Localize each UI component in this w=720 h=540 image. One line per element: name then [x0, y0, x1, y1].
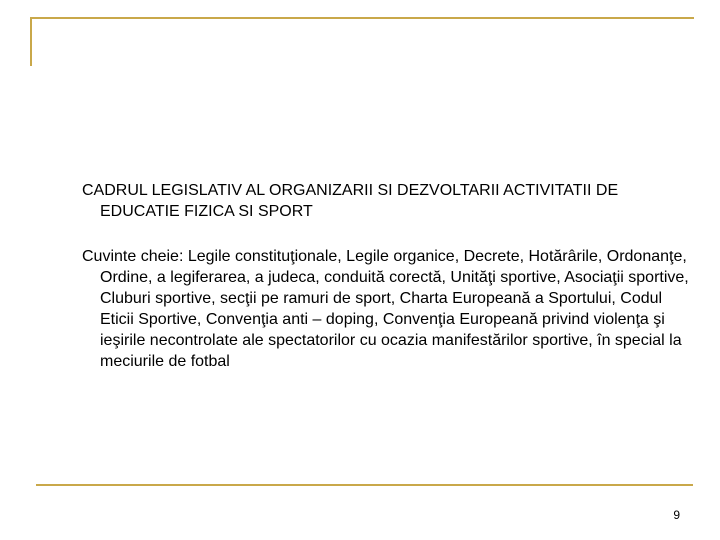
- keywords-label: Cuvinte cheie:: [82, 248, 184, 265]
- slide-title: CADRUL LEGISLATIV AL ORGANIZARII SI DEZVOLTARII ACTIVITATII DE EDUCATIE FIZICA SI SPORT: [82, 182, 619, 220]
- keywords-text: Legile constituţionale, Legile organice, Decrete, Hotărârile, Ordonanţe, Ordine, a legiferarea, a judeca, conduită corectă, Unităţi sportive, Asociaţii sportive, Cluburi sportive, secţii pe ramuri de sport, Charta Europeană a Sportului, Codul Eticii Sportive, Convenţia anti – doping, Convenţia Europeană privind violenţa şi ieşirile necontrolate ale spectatorilor cu ocazia manifestărilor sportive, în special la meciurile de fotbal: [100, 248, 689, 370]
- slide-content: [82, 180, 694, 372]
- frame-left-line: [30, 17, 32, 66]
- keywords-paragraph: [82, 246, 694, 372]
- page-number: 9: [673, 508, 680, 522]
- frame-bottom-line: [36, 484, 693, 486]
- frame-top-line: [30, 17, 694, 19]
